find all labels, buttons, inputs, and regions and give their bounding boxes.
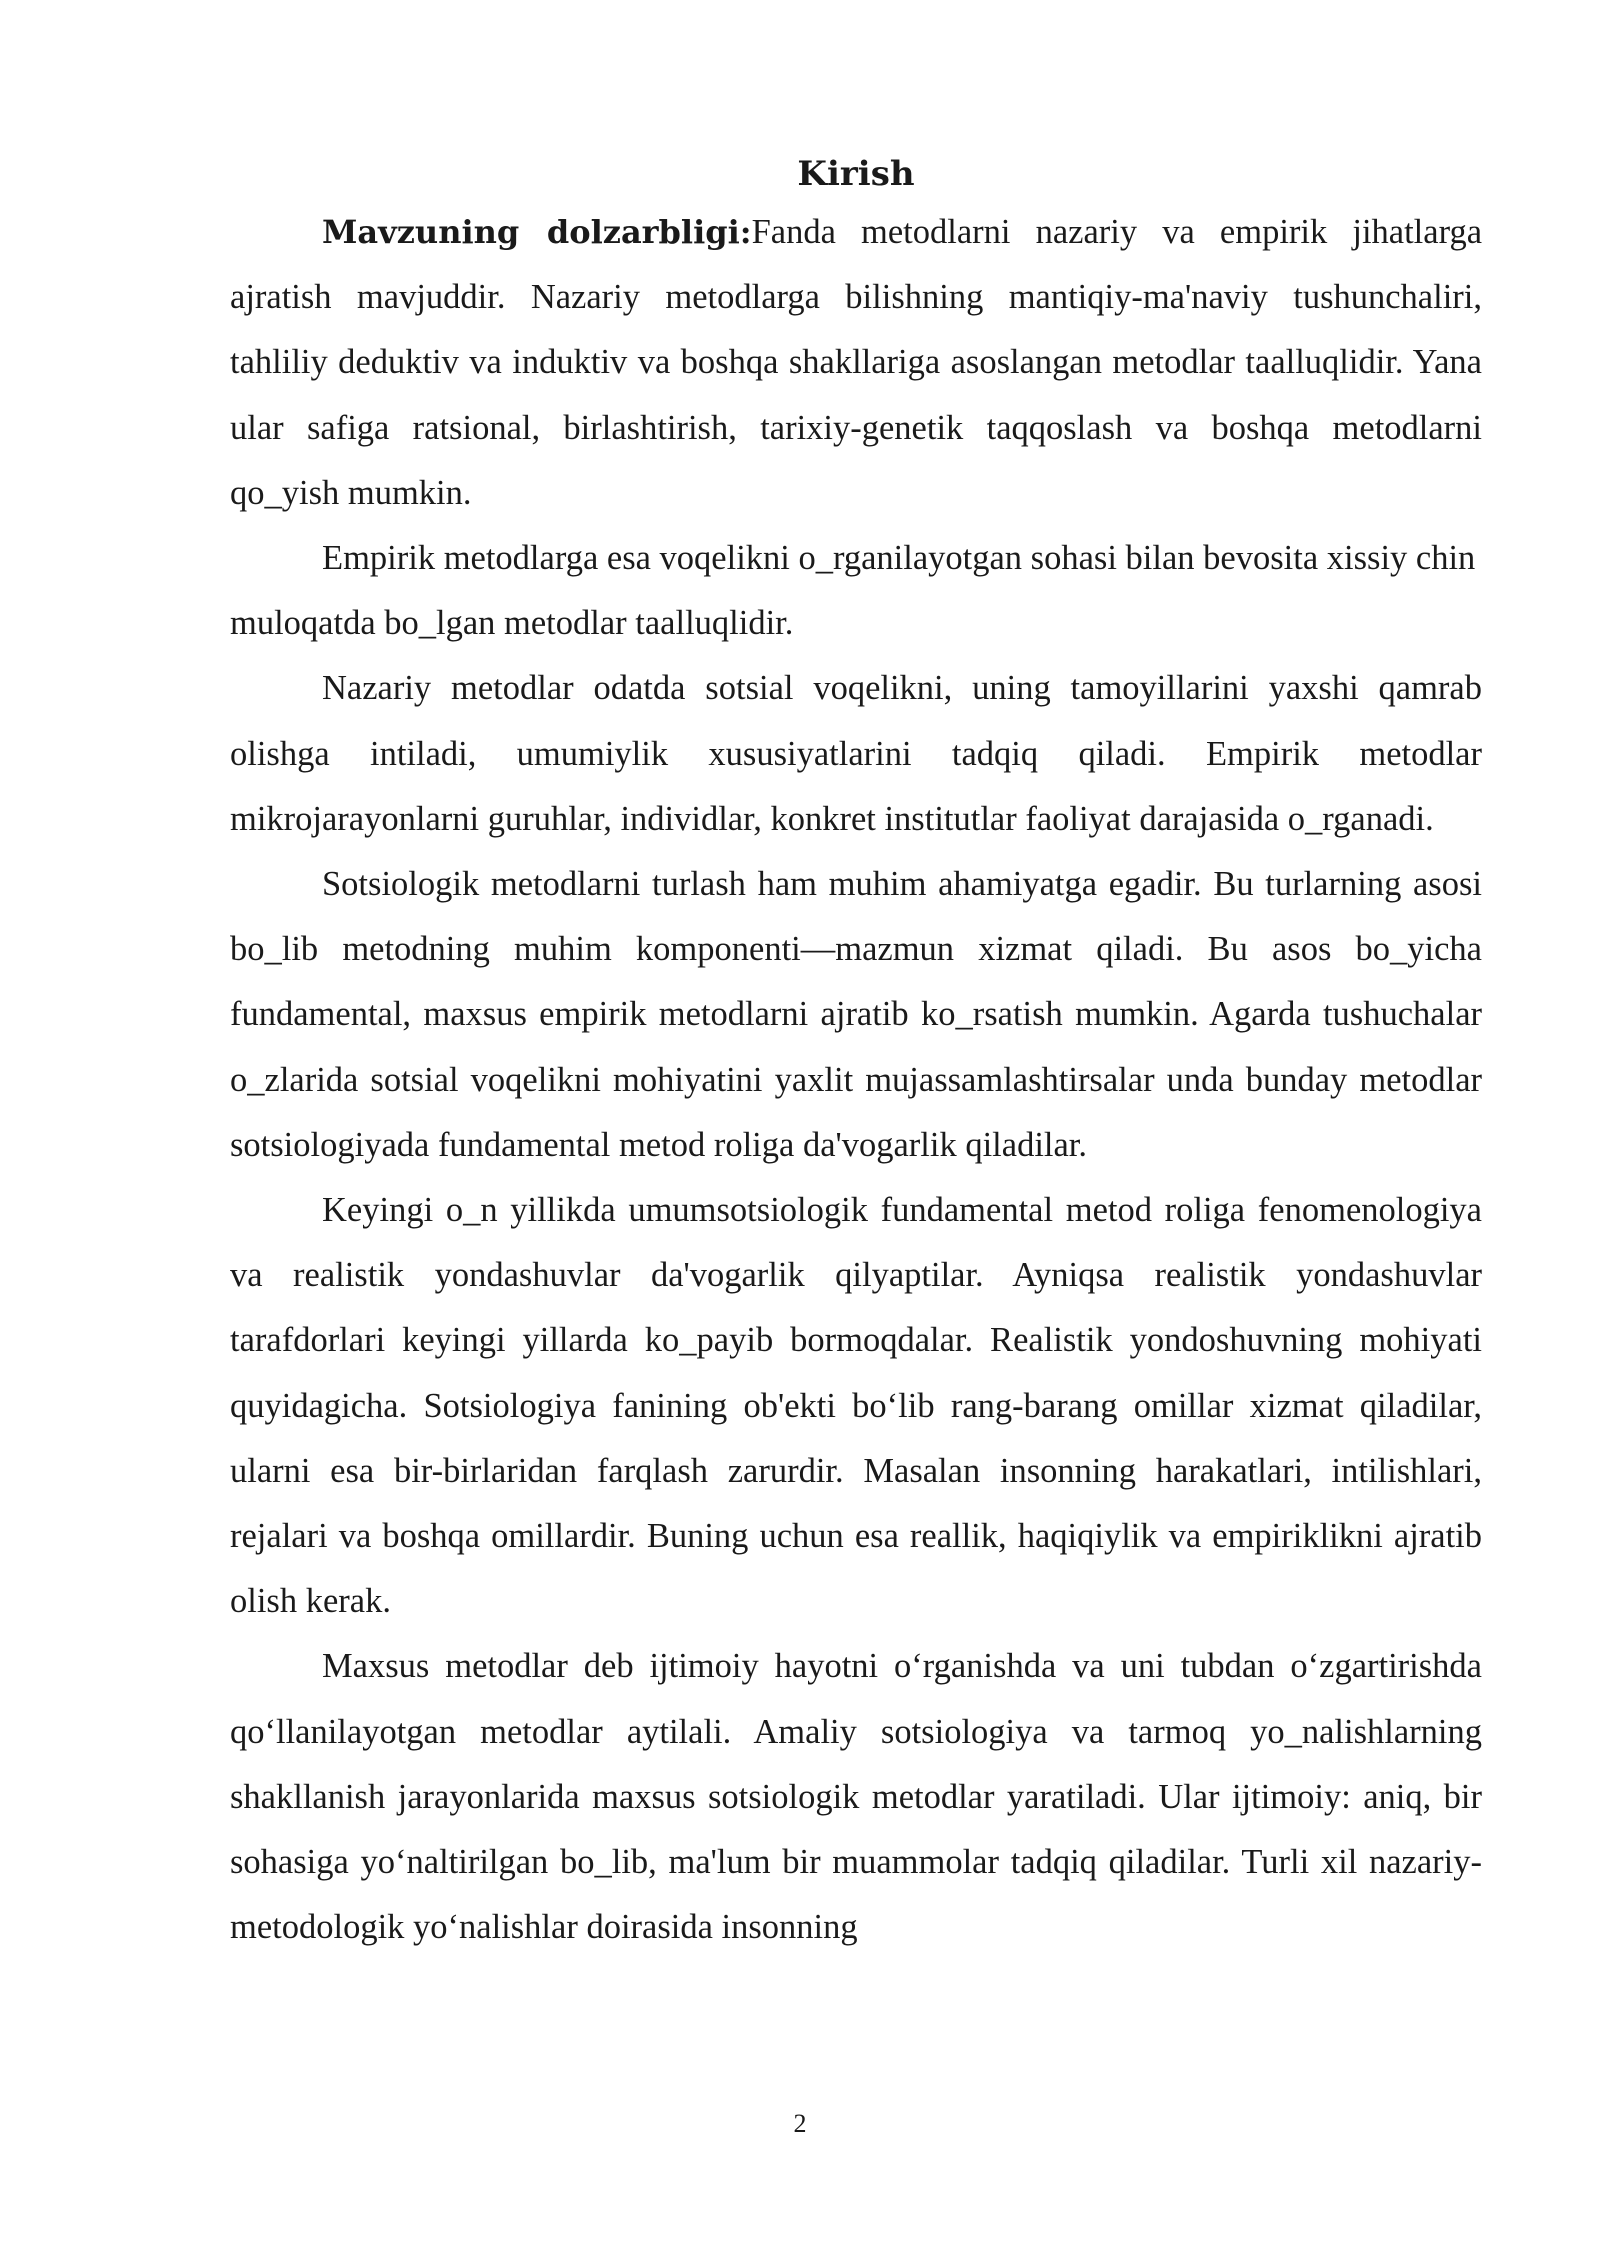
paragraph-realistic: Keyingi o_n yillikda umumsotsiologik fundamental metod roliga fenomenologiya va realistik yondashuvlar da'vogarlik qilyaptilar. Ayniqsa realistik yondashuvlar tarafdorlari keyingi yillarda ko_payib bormoqdalar. Realistik yondoshuvning mohiyati quyidagicha. Sotsiologiya fanining ob'ekti bo‘lib rang-barang omillar xizmat qiladilar, ularni esa bir-birlaridan farqlash zarurdir. Masalan insonning harakatlari, intilishlari, rejalari va boshqa omillardir. Buning uchun esa reallik, haqiqiylik va empiriklikni ajratib olish kerak. [230,1191,1482,1621]
paragraph-classification: Sotsiologik metodlarni turlash ham muhim ahamiyatga egadir. Bu turlarning asosi bo_lib metodning muhim komponenti—mazmun xizmat qiladi. Bu asos bo_yicha fundamental, maxsus empirik metodlarni ajratib ko_rsatish mumkin. Agarda tushuchalar o_zlarida sotsial voqelikni mohiyatini yaxlit mujassamlashtirsalar unda bunday metodlar sotsiologiyada fundamental metod roliga da'vogarlik qiladilar. [230,865,1482,1164]
intro-text: Fanda metodlarni nazariy va empirik jihatlarga ajratish mavjuddir. Nazariy metodlarga bilishning mantiqiy-ma'naviy tushunchaliri, tahliliy deduktiv va induktiv va boshqa shakllariga asoslangan metodlar taalluqlidir. Yana ular safiga ratsional, birlashtirish, tarixiy-genetik taqqoslash va boshqa metodlarni qo_yish mumkin. [230,213,1483,512]
paragraph-empirical: Empirik metodlarga esa voqelikni o_rganilayotgan sohasi bilan bevosita xissiy chin muloqatda bo_lgan metodlar taalluqlidir. [230,539,1476,643]
page-body [230,148,1482,1960]
paragraph-theoretical: Nazariy metodlar odatda sotsial voqelikni, uning tamoyillarini yaxshi qamrab olishga intiladi, umumiylik xususiyatlarini tadqiq qiladi. Empirik metodlar mikrojarayonlarni guruhlar, individlar, konkret institutlar faoliyat darajasida o_rganadi. [230,669,1482,838]
section-title: Kirish [797,154,915,194]
paragraph-special-methods: Maxsus metodlar deb ijtimoiy hayotni o‘rganishda va uni tubdan o‘zgartirishda qo‘llanilayotgan metodlar aytilali. Amaliy sotsiologiya va tarmoq yo_nalishlarning shakllanish jarayonlarida maxsus sotsiologik metodlar yaratiladi. Ular ijtimoiy: aniq, bir sohasiga yo‘naltirilgan bo_lib, ma'lum bir muammolar tadqiq qiladilar. Turli xil nazariy-metodologik yo‘nalishlar doirasida insonning [230,1647,1482,1947]
intro-paragraph [230,200,1482,526]
page-number: 2 [793,2109,807,2138]
intro-lead: Mavzuning dolzarbligi: [322,213,752,251]
